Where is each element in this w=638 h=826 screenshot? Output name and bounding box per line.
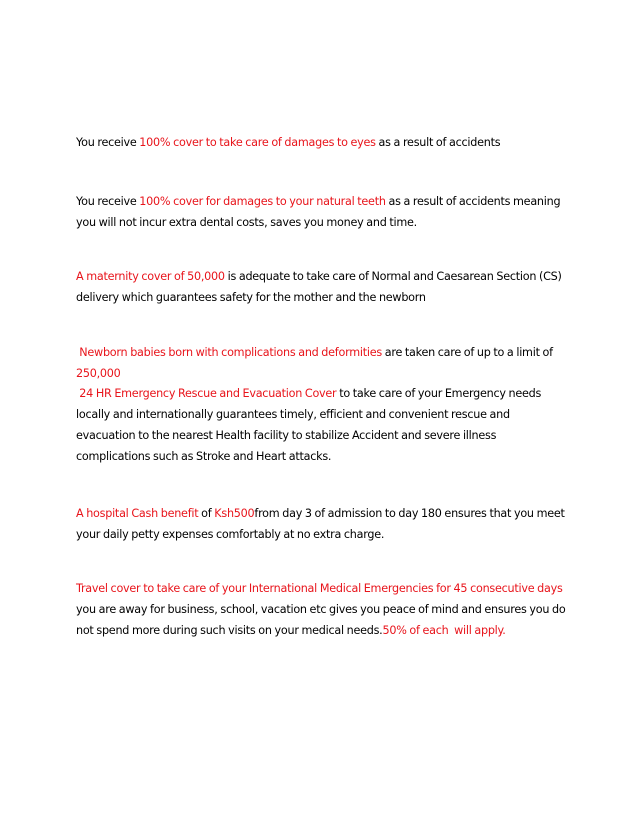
highlight-segment: 250,000: [76, 367, 121, 380]
text-segment: of: [198, 507, 215, 520]
highlight-segment: Travel cover to take care of your International Medical Emergencies for 45 consecutive days: [76, 582, 563, 595]
text-segment: You receive: [76, 195, 140, 208]
text-segment: you are away for business, school, vacation etc gives you peace of mind and ensures you do not spend more during such visits on your medical needs.: [76, 603, 566, 637]
text-segment: You receive: [76, 136, 140, 149]
highlight-segment: Ksh500: [214, 507, 255, 520]
highlight-segment: 100% cover to take care of damages to eyes: [139, 136, 376, 149]
text-segment: are taken care of up to a limit of: [381, 346, 553, 359]
text-segment: to take care of your Emergency needs locally and internationally guarantees timely, efficient and convenient rescue and evacuation to the nearest Health facility to stabilize Accident and severe illness complications such as Stroke and Heart attacks.: [76, 387, 542, 463]
text-segment: as a result of accidents: [375, 136, 501, 149]
highlight-segment: Newborn babies born with complications and deformities: [76, 346, 382, 359]
text-segment: as a result of accidents meaning you will not incur extra dental costs, saves you money and time.: [76, 195, 561, 229]
highlight-segment: A maternity cover of 50,000: [76, 270, 225, 283]
paragraph-maternity-cover: [76, 266, 566, 308]
highlight-segment: 100% cover for damages to your natural teeth: [139, 195, 386, 208]
paragraph-travel-cover: [76, 578, 566, 641]
text-segment: is adequate to take care of Normal and Caesarean Section (CS) delivery which guarantees safety for the mother and the newborn: [76, 270, 562, 304]
paragraph-emergency-rescue: [76, 383, 566, 467]
highlight-segment: A hospital Cash benefit: [76, 507, 199, 520]
paragraph-dental-cover: [76, 191, 566, 233]
paragraph-eye-cover: [76, 132, 566, 153]
highlight-segment: 24 HR Emergency Rescue and Evacuation Cover: [76, 387, 337, 400]
highlight-segment: 50% of each will apply.: [382, 624, 506, 637]
paragraph-hospital-cash: [76, 503, 566, 545]
paragraph-newborn-cover: [76, 342, 566, 384]
text-segment: from day 3 of admission to day 180 ensures that you meet your daily petty expenses comfortably at no extra charge.: [76, 507, 565, 541]
